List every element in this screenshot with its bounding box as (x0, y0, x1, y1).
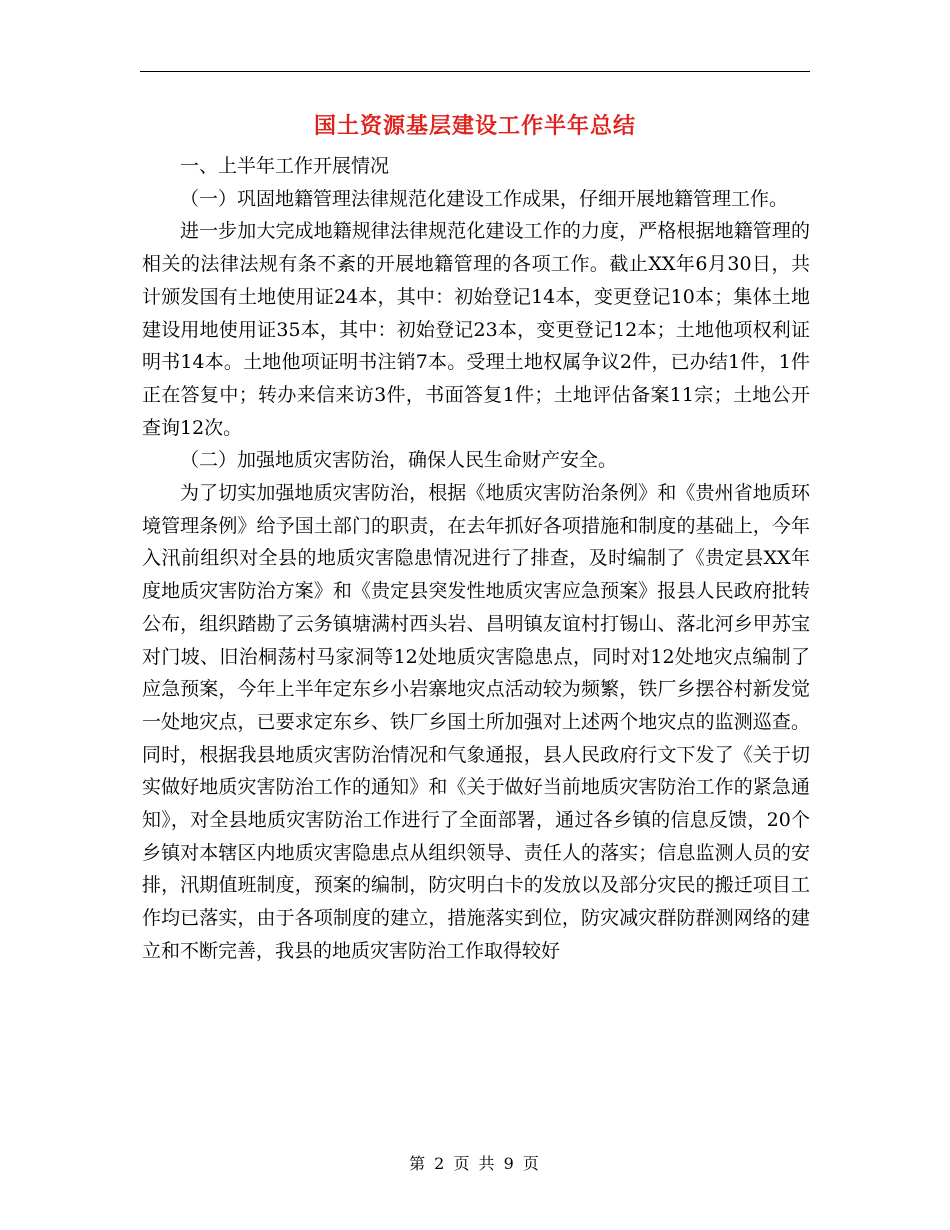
document-title: 国土资源基层建设工作半年总结 (313, 113, 636, 139)
subsection-heading-1: （一）巩固地籍管理法律规范化建设工作成果，仔细开展地籍管理工作。 (180, 187, 789, 210)
header-rule (140, 71, 810, 72)
document-body (142, 150, 810, 968)
subsection-heading-2: （二）加强地质灾害防治，确保人民生命财产安全。 (180, 449, 618, 472)
body-paragraph-1: 进一步加大完成地籍规律法律规范化建设工作的力度，严格根据地籍管理的相关的法律法规有条不紊的开展地籍管理的各项工作。截止XX年6月30日，共计颁发国有土地使用证24本，其中：初始登记14本，变更登记10本；集体土地建设用地使用证35本，其中：初始登记23本，变更登记12本；土地他项权利证明书14本。土地他项证明书注销7本。受理土地权属争议2件，已办结1件，1件正在答复中；转办来信来访3件，书面答复1件；土地评估备案11宗；土地公开查询12次。 (142, 220, 810, 439)
body-paragraph-2: 为了切实加强地质灾害防治，根据《地质灾害防治条例》和《贵州省地质环境管理条例》给予国土部门的职责，在去年抓好各项措施和制度的基础上，今年入汛前组织对全县的地质灾害隐患情况进行了排查，及时编制了《贵定县XX年度地质灾害防治方案》和《贵定县突发性地质灾害应急预案》报县人民政府批转公布，组织踏勘了云务镇塘满村西头岩、昌明镇友谊村打锡山、落北河乡甲苏宝对门坡、旧治桐荡村马家洞等12处地质灾害隐患点，同时对12处地灾点编制了应急预案，今年上半年定东乡小岩寨地灾点活动较为频繁，铁厂乡摆谷村新发觉一处地灾点，已要求定东乡、铁厂乡国土所加强对上述两个地灾点的监测巡查。同时，根据我县地质灾害防治情况和气象通报，县人民政府行文下发了《关于切实做好地质灾害防治工作的通知》和《关于做好当前地质灾害防治工作的紧急通知》，对全县地质灾害防治工作进行了全面部署，通过各乡镇的信息反馈，20个乡镇对本辖区内地质灾害隐患点从组织领导、责任人的落实；信息监测人员的安排，汛期值班制度，预案的编制，防灾明白卡的发放以及部分灾民的搬迁项目工作均已落实，由于各项制度的建立，措施落实到位，防灾减灾群防群测网络的建立和不断完善，我县的地质灾害防治工作取得较好 (142, 482, 810, 962)
section-heading: 一、上半年工作开展情况 (180, 155, 390, 177)
page-number: 第 2 页 共 9 页 (409, 1154, 541, 1173)
